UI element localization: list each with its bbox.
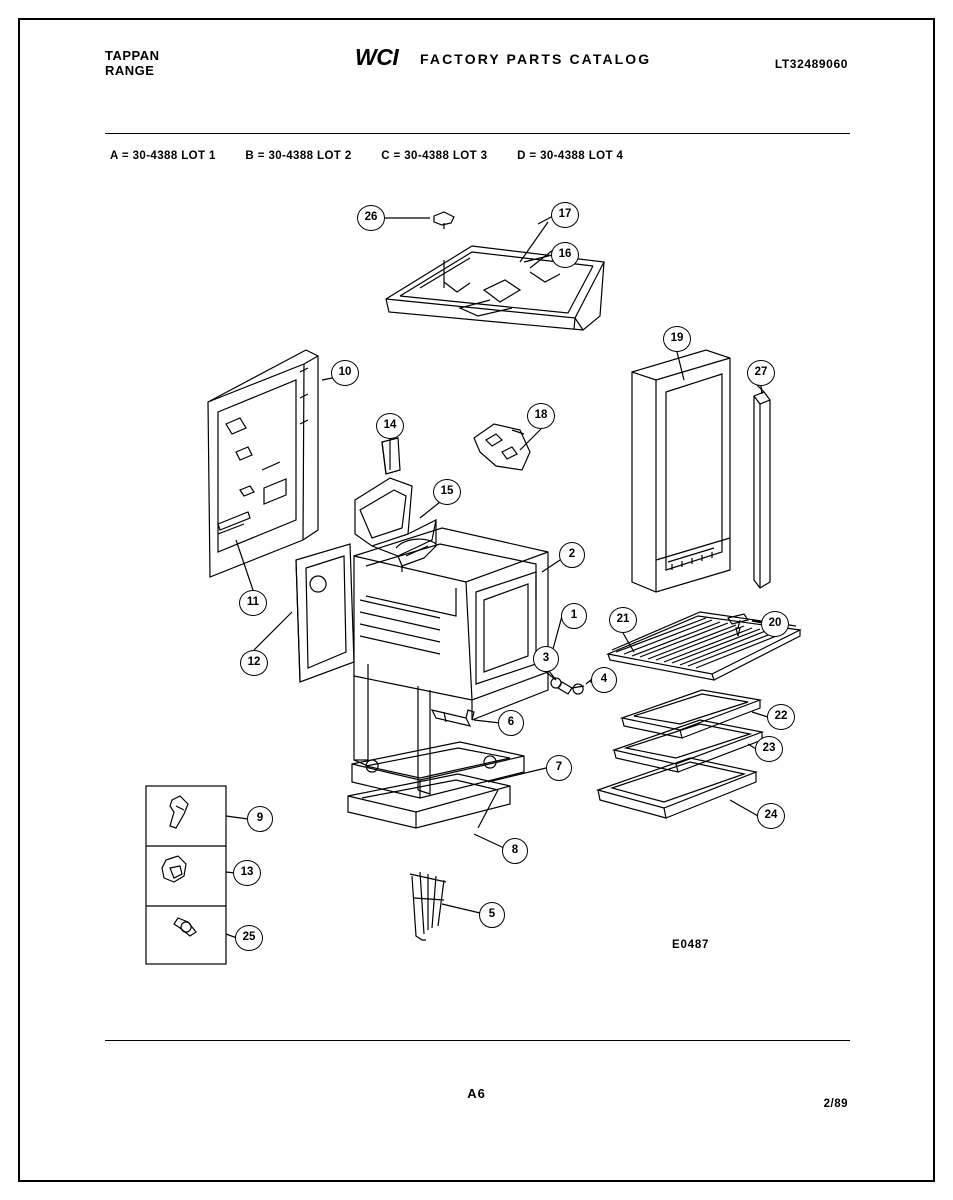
callout-12: 12: [240, 650, 268, 676]
page-number: A6: [467, 1086, 486, 1101]
lot-item: [110, 150, 216, 162]
callout-1: 1: [561, 603, 587, 629]
callout-10: 10: [331, 360, 359, 386]
date-code: 2/89: [823, 1098, 848, 1110]
footer-divider: [105, 1040, 850, 1041]
callout-5: 5: [479, 902, 505, 928]
document-number: LT32489060: [774, 57, 848, 71]
callout-26: 26: [357, 205, 385, 231]
callout-18: 18: [527, 403, 555, 429]
callout-14: 14: [376, 413, 404, 439]
callout-9: 9: [247, 806, 273, 832]
lot-key: A =: [110, 150, 129, 162]
brand-name: [105, 48, 160, 78]
header-divider: [105, 133, 850, 134]
lot-key: C =: [381, 150, 401, 162]
lot-key: D =: [517, 150, 537, 162]
brand-line-2: RANGE: [105, 63, 155, 78]
callout-3: 3: [533, 646, 559, 672]
callout-19: 19: [663, 326, 691, 352]
lot-value: 30-4388 LOT 2: [268, 150, 352, 162]
callout-15: 15: [433, 479, 461, 505]
callout-13: 13: [233, 860, 261, 886]
lot-item: [517, 150, 623, 162]
callout-17: 17: [551, 202, 579, 228]
catalog-title: FACTORY PARTS CATALOG: [420, 51, 652, 67]
callout-7: 7: [546, 755, 572, 781]
callout-2: 2: [559, 542, 585, 568]
lot-item: [245, 150, 351, 162]
callout-27: 27: [747, 360, 775, 386]
lot-item: [381, 150, 487, 162]
callout-23: 23: [755, 736, 783, 762]
lot-value: 30-4388 LOT 3: [404, 150, 488, 162]
callout-4: 4: [591, 667, 617, 693]
lot-value: 30-4388 LOT 4: [540, 150, 624, 162]
callout-8: 8: [502, 838, 528, 864]
callout-20: 20: [761, 611, 789, 637]
figure-code: E0487: [672, 939, 710, 951]
callout-22: 22: [767, 704, 795, 730]
lot-key: B =: [245, 150, 265, 162]
brand-line-1: TAPPAN: [105, 48, 160, 63]
lot-value: 30-4388 LOT 1: [132, 150, 216, 162]
wci-logo: WCI: [355, 44, 399, 70]
callout-11: 11: [239, 590, 267, 616]
lot-legend: [110, 150, 850, 162]
callout-16: 16: [551, 242, 579, 268]
callout-24: 24: [757, 803, 785, 829]
callout-25: 25: [235, 925, 263, 951]
callout-6: 6: [498, 710, 524, 736]
callout-21: 21: [609, 607, 637, 633]
page-border: [18, 18, 935, 1182]
